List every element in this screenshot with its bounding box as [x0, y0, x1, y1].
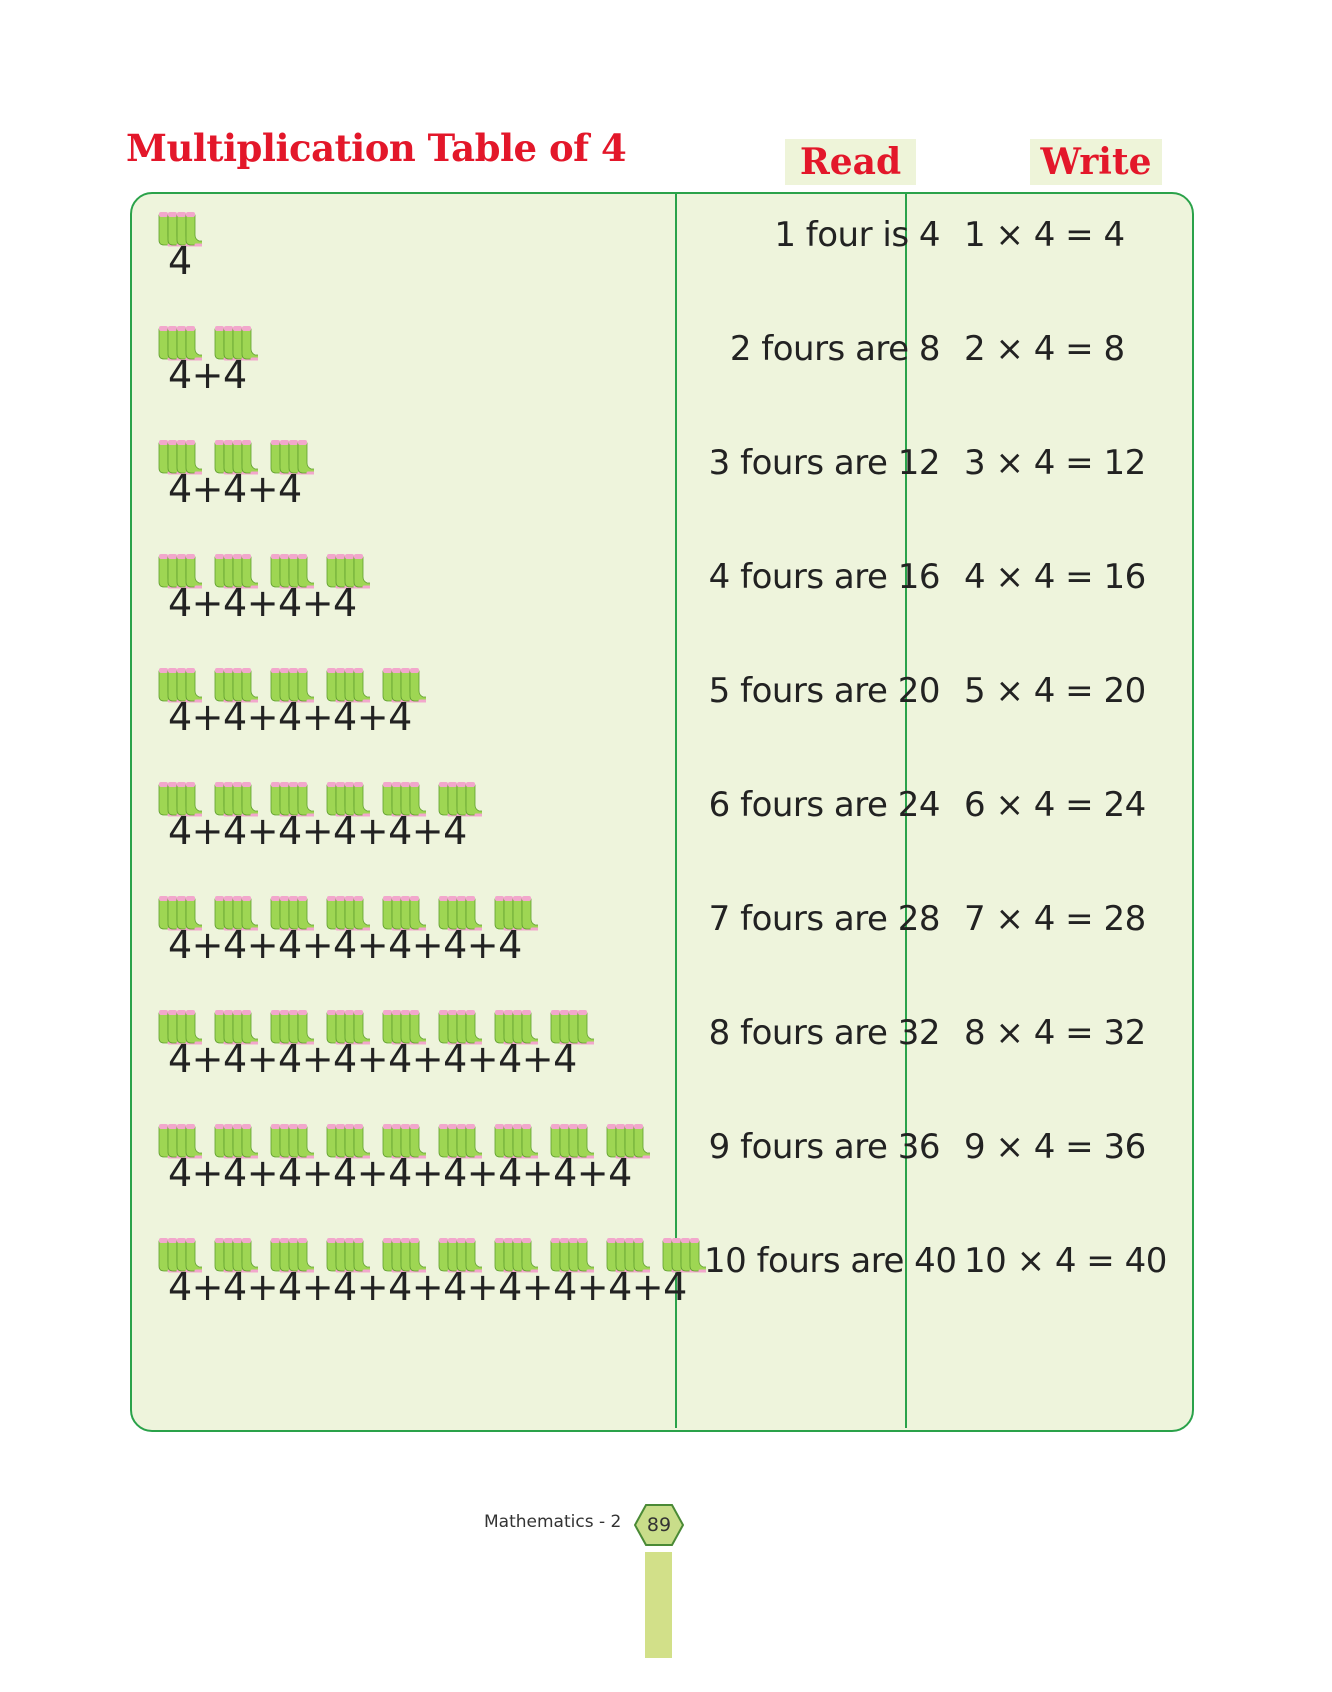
read-text: 10 fours are 40: [704, 1241, 957, 1281]
page-number: 89: [646, 1514, 672, 1536]
repeated-addition: 4+4: [168, 353, 247, 397]
read-column-header: Read: [785, 139, 916, 185]
read-text: 4 fours are 16: [708, 557, 940, 597]
write-equation: 3 × 4 = 12: [964, 443, 1146, 483]
write-equation: 4 × 4 = 16: [964, 557, 1146, 597]
read-text: 8 fours are 32: [708, 1013, 940, 1053]
table-row: [130, 310, 1190, 432]
write-equation: 7 × 4 = 28: [964, 899, 1146, 939]
write-equation: 9 × 4 = 36: [964, 1127, 1146, 1167]
write-equation: 2 × 4 = 8: [964, 329, 1125, 369]
footer-book-title: Mathematics - 2: [484, 1512, 622, 1532]
repeated-addition: 4+4+4+4: [168, 581, 357, 625]
read-text: 7 fours are 28: [708, 899, 940, 939]
repeated-addition: 4+4+4+4+4+4+4+4+4: [168, 1151, 632, 1195]
table-row: [130, 766, 1190, 888]
write-equation: 8 × 4 = 32: [964, 1013, 1146, 1053]
table-row: [130, 994, 1190, 1116]
read-text: 5 fours are 20: [708, 671, 940, 711]
repeated-addition: 4+4+4+4+4+4: [168, 809, 467, 853]
repeated-addition: 4+4+4+4+4: [168, 695, 412, 739]
table-row: [130, 880, 1190, 1002]
repeated-addition: 4+4+4: [168, 467, 302, 511]
repeated-addition: 4+4+4+4+4+4+4+4: [168, 1037, 577, 1081]
table-row: [130, 1108, 1190, 1230]
read-text: 2 fours are 8: [729, 329, 940, 369]
read-text: 1 four is 4: [774, 215, 940, 255]
table-row: [130, 652, 1190, 774]
write-equation: 6 × 4 = 24: [964, 785, 1146, 825]
repeated-addition: 4: [168, 239, 192, 283]
table-row: [130, 1222, 1190, 1344]
page-title: Multiplication Table of 4: [126, 126, 627, 170]
table-row: [130, 538, 1190, 660]
page-bar: [645, 1552, 672, 1658]
write-equation: 10 × 4 = 40: [964, 1241, 1167, 1281]
table-row: [130, 424, 1190, 546]
read-text: 9 fours are 36: [708, 1127, 940, 1167]
write-equation: 1 × 4 = 4: [964, 215, 1125, 255]
repeated-addition: 4+4+4+4+4+4+4: [168, 923, 522, 967]
repeated-addition: 4+4+4+4+4+4+4+4+4+4: [168, 1265, 687, 1309]
table-row: [130, 196, 1190, 318]
write-column-header: Write: [1030, 139, 1162, 185]
read-text: 6 fours are 24: [708, 785, 940, 825]
write-equation: 5 × 4 = 20: [964, 671, 1146, 711]
read-text: 3 fours are 12: [708, 443, 940, 483]
